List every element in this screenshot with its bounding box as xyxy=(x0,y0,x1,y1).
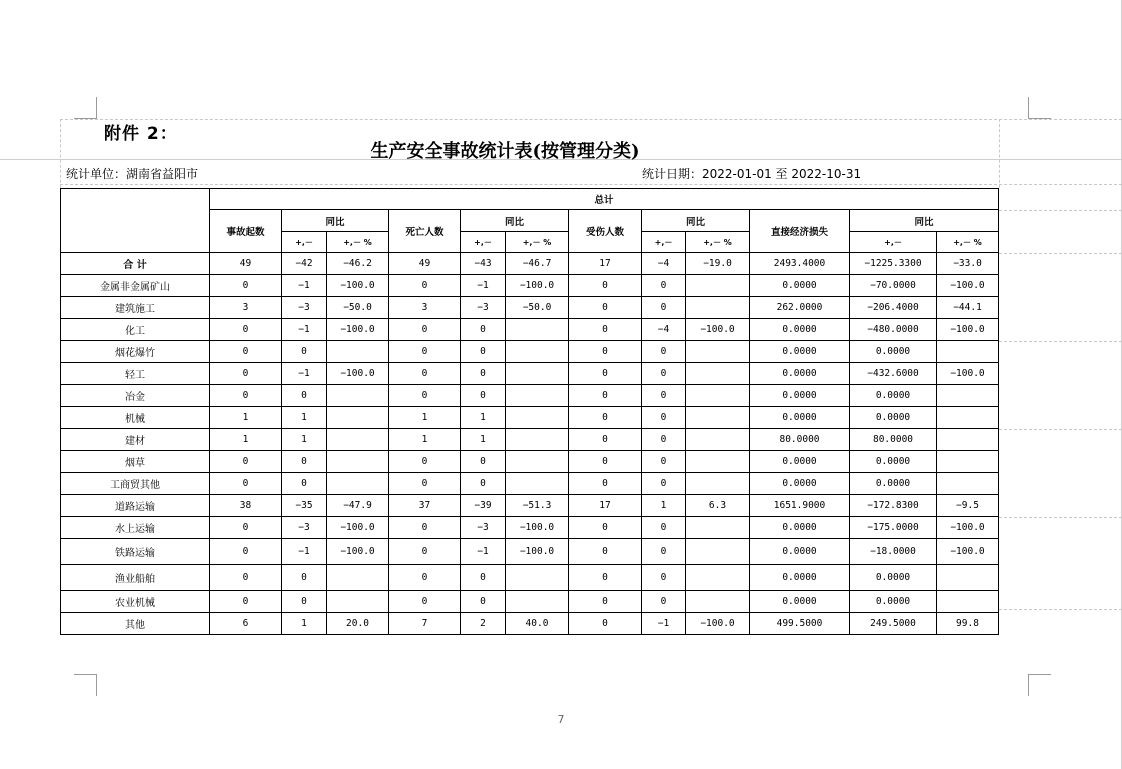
page-title xyxy=(0,137,1122,163)
table-cell: 0 xyxy=(461,341,506,363)
table-cell: −100.0 xyxy=(506,517,569,539)
table-cell: 0 xyxy=(569,363,642,385)
table-cell xyxy=(937,429,999,451)
table-cell: 0 xyxy=(569,565,642,591)
header-diff: +,－ xyxy=(461,232,506,253)
table-cell: 0 xyxy=(389,275,461,297)
table-cell xyxy=(686,429,750,451)
table-cell: 0 xyxy=(642,341,686,363)
table-cell: 0 xyxy=(210,517,282,539)
table-cell xyxy=(506,429,569,451)
table-row xyxy=(61,363,999,385)
table-cell xyxy=(937,591,999,613)
row-label: 铁路运输 xyxy=(61,539,210,565)
table-cell: −19.0 xyxy=(686,253,750,275)
table-cell xyxy=(686,363,750,385)
table-row xyxy=(61,539,999,565)
table-cell: 3 xyxy=(210,297,282,319)
table-cell: −50.0 xyxy=(506,297,569,319)
table-cell: 3 xyxy=(389,297,461,319)
table-cell: 1 xyxy=(210,429,282,451)
row-label: 轻工 xyxy=(61,363,210,385)
table-cell: −1 xyxy=(461,539,506,565)
table-cell: 0.0000 xyxy=(850,473,937,495)
table-cell: 0 xyxy=(389,451,461,473)
table-cell: 0 xyxy=(642,565,686,591)
table-row xyxy=(61,341,999,363)
table-cell: −175.0000 xyxy=(850,517,937,539)
table-cell: 0 xyxy=(569,319,642,341)
table-cell: 0 xyxy=(210,565,282,591)
table-cell: 37 xyxy=(389,495,461,517)
table-cell: −9.5 xyxy=(937,495,999,517)
table-cell: 0 xyxy=(569,591,642,613)
table-cell xyxy=(506,473,569,495)
table-cell: 0.0000 xyxy=(850,565,937,591)
header-injuries: 受伤人数 xyxy=(569,210,642,253)
table-cell xyxy=(686,591,750,613)
table-cell: 0 xyxy=(210,473,282,495)
table-cell: 0 xyxy=(389,473,461,495)
table-row xyxy=(61,565,999,591)
table-row xyxy=(61,275,999,297)
table-cell: 1 xyxy=(461,407,506,429)
row-label: 合 计 xyxy=(61,253,210,275)
table-cell: 0.0000 xyxy=(750,275,850,297)
table-cell: 0 xyxy=(210,591,282,613)
table-cell: 0 xyxy=(642,429,686,451)
table-cell: 0 xyxy=(569,473,642,495)
row-label: 道路运输 xyxy=(61,495,210,517)
table-cell: 0.0000 xyxy=(750,341,850,363)
table-cell: 40.0 xyxy=(506,613,569,635)
row-label: 其他 xyxy=(61,613,210,635)
table-cell: 0 xyxy=(461,473,506,495)
table-cell xyxy=(506,407,569,429)
table-cell: −1 xyxy=(282,539,327,565)
table-cell: 2493.4000 xyxy=(750,253,850,275)
table-cell xyxy=(937,473,999,495)
table-cell: 0 xyxy=(642,451,686,473)
row-label: 水上运输 xyxy=(61,517,210,539)
table-row xyxy=(61,253,999,275)
table-cell: 0 xyxy=(210,341,282,363)
table-cell xyxy=(686,517,750,539)
table-row xyxy=(61,591,999,613)
header-deaths: 死亡人数 xyxy=(389,210,461,253)
table-cell: 0 xyxy=(642,363,686,385)
table-cell xyxy=(327,473,389,495)
table-cell: 0 xyxy=(389,517,461,539)
sheet-gridline xyxy=(999,609,1122,610)
table-cell xyxy=(327,341,389,363)
table-cell: 6.3 xyxy=(686,495,750,517)
table-cell: 0 xyxy=(569,451,642,473)
table-row xyxy=(61,473,999,495)
table-cell: 38 xyxy=(210,495,282,517)
table-cell: 0 xyxy=(569,275,642,297)
table-cell: −100.0 xyxy=(686,319,750,341)
table-cell: 0 xyxy=(389,385,461,407)
sheet-gridline xyxy=(60,119,1122,120)
sheet-gridline xyxy=(60,184,1122,185)
table-cell: 0 xyxy=(569,297,642,319)
table-cell: 0 xyxy=(389,565,461,591)
table-cell: 0 xyxy=(569,539,642,565)
table-row xyxy=(61,297,999,319)
table-cell: 1 xyxy=(389,407,461,429)
table-cell: 0 xyxy=(461,451,506,473)
table-cell: −33.0 xyxy=(937,253,999,275)
table-cell: −100.0 xyxy=(937,319,999,341)
table-cell: 80.0000 xyxy=(850,429,937,451)
table-cell: 1 xyxy=(282,613,327,635)
table-cell xyxy=(327,451,389,473)
header-economic-loss: 直接经济损失 xyxy=(750,210,850,253)
table-row xyxy=(61,429,999,451)
page-title-text: 生产安全事故统计表(按管理分类) xyxy=(370,141,640,162)
table-cell: 17 xyxy=(569,495,642,517)
table-cell: −35 xyxy=(282,495,327,517)
header-diff: +,－ xyxy=(850,232,937,253)
table-cell: −100.0 xyxy=(327,517,389,539)
table-cell: 17 xyxy=(569,253,642,275)
table-cell: 1 xyxy=(389,429,461,451)
table-cell: 0.0000 xyxy=(850,385,937,407)
table-cell: 0 xyxy=(282,473,327,495)
table-cell: 0.0000 xyxy=(750,473,850,495)
table-cell: 0 xyxy=(210,275,282,297)
table-cell xyxy=(686,297,750,319)
sheet-gridline xyxy=(999,210,1122,211)
table-cell: 499.5000 xyxy=(750,613,850,635)
table-cell: 0 xyxy=(569,517,642,539)
table-cell: −100.0 xyxy=(506,275,569,297)
row-label: 工商贸其他 xyxy=(61,473,210,495)
table-cell xyxy=(686,385,750,407)
header-yoy: 同比 xyxy=(850,210,999,232)
table-cell: 249.5000 xyxy=(850,613,937,635)
table-cell: 1 xyxy=(282,407,327,429)
crop-mark xyxy=(96,674,97,696)
table-cell xyxy=(506,591,569,613)
table-cell xyxy=(506,341,569,363)
table-cell: 0 xyxy=(642,473,686,495)
table-cell xyxy=(686,539,750,565)
table-cell: −3 xyxy=(461,297,506,319)
table-cell: 0.0000 xyxy=(750,451,850,473)
table-cell: −100.0 xyxy=(937,275,999,297)
table-cell: −46.7 xyxy=(506,253,569,275)
table-cell: 0.0000 xyxy=(750,319,850,341)
table-cell: −70.0000 xyxy=(850,275,937,297)
table-cell: 20.0 xyxy=(327,613,389,635)
sheet-gridline xyxy=(999,429,1122,430)
table-cell: 0 xyxy=(642,297,686,319)
table-cell xyxy=(686,451,750,473)
table-cell xyxy=(686,565,750,591)
table-cell: 1 xyxy=(642,495,686,517)
corner-cell xyxy=(61,189,210,253)
table-cell: −3 xyxy=(282,517,327,539)
table-cell: −100.0 xyxy=(506,539,569,565)
table-cell xyxy=(506,363,569,385)
header-yoy: 同比 xyxy=(642,210,750,232)
table-cell xyxy=(686,275,750,297)
table-cell: 7 xyxy=(389,613,461,635)
header-diff: +,－ xyxy=(282,232,327,253)
table-cell: 0 xyxy=(642,591,686,613)
table-cell: −50.0 xyxy=(327,297,389,319)
table-cell xyxy=(686,341,750,363)
header-yoy: 同比 xyxy=(461,210,569,232)
table-cell xyxy=(327,591,389,613)
table-cell: −1 xyxy=(642,613,686,635)
table-cell: −1 xyxy=(461,275,506,297)
table-cell xyxy=(506,451,569,473)
table-cell: 0 xyxy=(569,341,642,363)
row-label: 冶金 xyxy=(61,385,210,407)
crop-mark xyxy=(96,97,97,119)
table-cell: −172.8300 xyxy=(850,495,937,517)
table-cell: 0.0000 xyxy=(750,517,850,539)
table-cell: −4 xyxy=(642,319,686,341)
table-row xyxy=(61,451,999,473)
sheet-gridline xyxy=(999,341,1122,342)
table-cell: −480.0000 xyxy=(850,319,937,341)
table-cell: 0 xyxy=(642,275,686,297)
table-cell: 6 xyxy=(210,613,282,635)
table-cell: 99.8 xyxy=(937,613,999,635)
table-cell: 0.0000 xyxy=(850,407,937,429)
table-cell: 2 xyxy=(461,613,506,635)
table-cell xyxy=(327,407,389,429)
table-cell: −100.0 xyxy=(686,613,750,635)
table-cell: −100.0 xyxy=(327,539,389,565)
table-cell: 0.0000 xyxy=(850,341,937,363)
table-cell: −1225.3300 xyxy=(850,253,937,275)
table-cell: −3 xyxy=(461,517,506,539)
table-cell xyxy=(506,319,569,341)
table-cell: 0 xyxy=(461,565,506,591)
table-cell: 1 xyxy=(210,407,282,429)
header-accidents: 事故起数 xyxy=(210,210,282,253)
table-cell xyxy=(327,565,389,591)
table-row xyxy=(61,385,999,407)
table-cell xyxy=(506,565,569,591)
table-row xyxy=(61,495,999,517)
table-cell xyxy=(937,341,999,363)
table-cell: 0 xyxy=(461,363,506,385)
table-cell: 0 xyxy=(282,451,327,473)
table-cell: 0 xyxy=(461,385,506,407)
table-cell: 0.0000 xyxy=(750,385,850,407)
table-cell xyxy=(937,565,999,591)
table-cell xyxy=(937,385,999,407)
row-label: 农业机械 xyxy=(61,591,210,613)
table-cell: 0 xyxy=(569,385,642,407)
table-cell xyxy=(686,407,750,429)
row-label: 烟草 xyxy=(61,451,210,473)
table-cell: −1 xyxy=(282,363,327,385)
table-cell xyxy=(937,451,999,473)
table-cell: −206.4000 xyxy=(850,297,937,319)
row-label: 化工 xyxy=(61,319,210,341)
table-cell: 0.0000 xyxy=(750,591,850,613)
crop-mark xyxy=(1028,674,1029,696)
header-diff: +,－ xyxy=(642,232,686,253)
table-cell: 0 xyxy=(642,407,686,429)
table-cell: 0 xyxy=(461,319,506,341)
table-cell: 0 xyxy=(210,319,282,341)
crop-mark xyxy=(74,674,97,675)
sheet-gridline xyxy=(999,517,1122,518)
table-cell: 262.0000 xyxy=(750,297,850,319)
table-cell: 0 xyxy=(389,319,461,341)
table-cell: 1651.9000 xyxy=(750,495,850,517)
table-cell: −39 xyxy=(461,495,506,517)
table-cell: 0 xyxy=(569,613,642,635)
table-cell: −43 xyxy=(461,253,506,275)
table-cell: −100.0 xyxy=(327,275,389,297)
table-cell: −1 xyxy=(282,275,327,297)
table-cell: −100.0 xyxy=(937,517,999,539)
table-cell: 0 xyxy=(642,539,686,565)
table-cell xyxy=(327,385,389,407)
table-cell: 0 xyxy=(282,591,327,613)
table-cell: 1 xyxy=(282,429,327,451)
table-cell: −4 xyxy=(642,253,686,275)
table-cell xyxy=(327,429,389,451)
header-yoy: 同比 xyxy=(282,210,389,232)
table-cell: −432.6000 xyxy=(850,363,937,385)
row-label: 机械 xyxy=(61,407,210,429)
sheet-gridline xyxy=(999,253,1122,254)
table-cell: −100.0 xyxy=(937,363,999,385)
table-cell: 0 xyxy=(642,517,686,539)
crop-mark xyxy=(1028,97,1029,119)
table-cell: 0 xyxy=(210,451,282,473)
table-cell: 0 xyxy=(569,407,642,429)
statistics-table xyxy=(60,188,999,635)
row-label: 渔业船舶 xyxy=(61,565,210,591)
table-cell: 0 xyxy=(389,363,461,385)
row-label: 烟花爆竹 xyxy=(61,341,210,363)
table-cell xyxy=(506,385,569,407)
table-cell: 0 xyxy=(569,429,642,451)
table-cell: 0.0000 xyxy=(750,363,850,385)
table-cell: 0 xyxy=(210,385,282,407)
table-cell: −1 xyxy=(282,319,327,341)
table-cell: −100.0 xyxy=(327,363,389,385)
row-label: 建筑施工 xyxy=(61,297,210,319)
statistics-date: 统计日期：2022-01-01 至 2022-10-31 xyxy=(642,167,862,181)
statistics-unit: 统计单位：湖南省益阳市 xyxy=(66,167,199,181)
table-row xyxy=(61,613,999,635)
crop-mark xyxy=(1028,674,1051,675)
row-label: 金属非金属矿山 xyxy=(61,275,210,297)
table-cell xyxy=(937,407,999,429)
page-number: 7 xyxy=(557,713,565,726)
table-row xyxy=(61,407,999,429)
table-row xyxy=(61,319,999,341)
table-cell: 0 xyxy=(210,539,282,565)
table-cell: 0 xyxy=(389,341,461,363)
table-cell: −51.3 xyxy=(506,495,569,517)
table-cell: 0 xyxy=(461,591,506,613)
table-cell: 0.0000 xyxy=(750,539,850,565)
header-pct: +,－ % xyxy=(686,232,750,253)
attachment-label: 附件 2： xyxy=(104,124,178,144)
table-row xyxy=(61,517,999,539)
table-cell: 0 xyxy=(282,385,327,407)
table-cell: 0 xyxy=(210,363,282,385)
group-header: 总计 xyxy=(210,189,999,210)
table-cell: 0.0000 xyxy=(750,565,850,591)
table-cell: 1 xyxy=(461,429,506,451)
table-cell: −44.1 xyxy=(937,297,999,319)
table-cell: −18.0000 xyxy=(850,539,937,565)
table-cell: 0 xyxy=(389,539,461,565)
table-cell: −100.0 xyxy=(327,319,389,341)
table-cell: 49 xyxy=(210,253,282,275)
table-cell: 0 xyxy=(282,341,327,363)
header-pct: +,－ % xyxy=(327,232,389,253)
table-cell: −42 xyxy=(282,253,327,275)
header-pct: +,－ % xyxy=(506,232,569,253)
table-cell: 0.0000 xyxy=(850,451,937,473)
table-cell: −47.9 xyxy=(327,495,389,517)
table-cell: 0 xyxy=(282,565,327,591)
table-cell: 0 xyxy=(642,385,686,407)
table-cell: 0 xyxy=(389,591,461,613)
table-cell: 80.0000 xyxy=(750,429,850,451)
header-pct: +,－ % xyxy=(937,232,999,253)
table-cell: 0.0000 xyxy=(850,591,937,613)
table-cell xyxy=(686,473,750,495)
table-cell: −3 xyxy=(282,297,327,319)
table-cell: 49 xyxy=(389,253,461,275)
table-cell: −100.0 xyxy=(937,539,999,565)
row-label: 建材 xyxy=(61,429,210,451)
table-cell: −46.2 xyxy=(327,253,389,275)
table-cell: 0.0000 xyxy=(750,407,850,429)
